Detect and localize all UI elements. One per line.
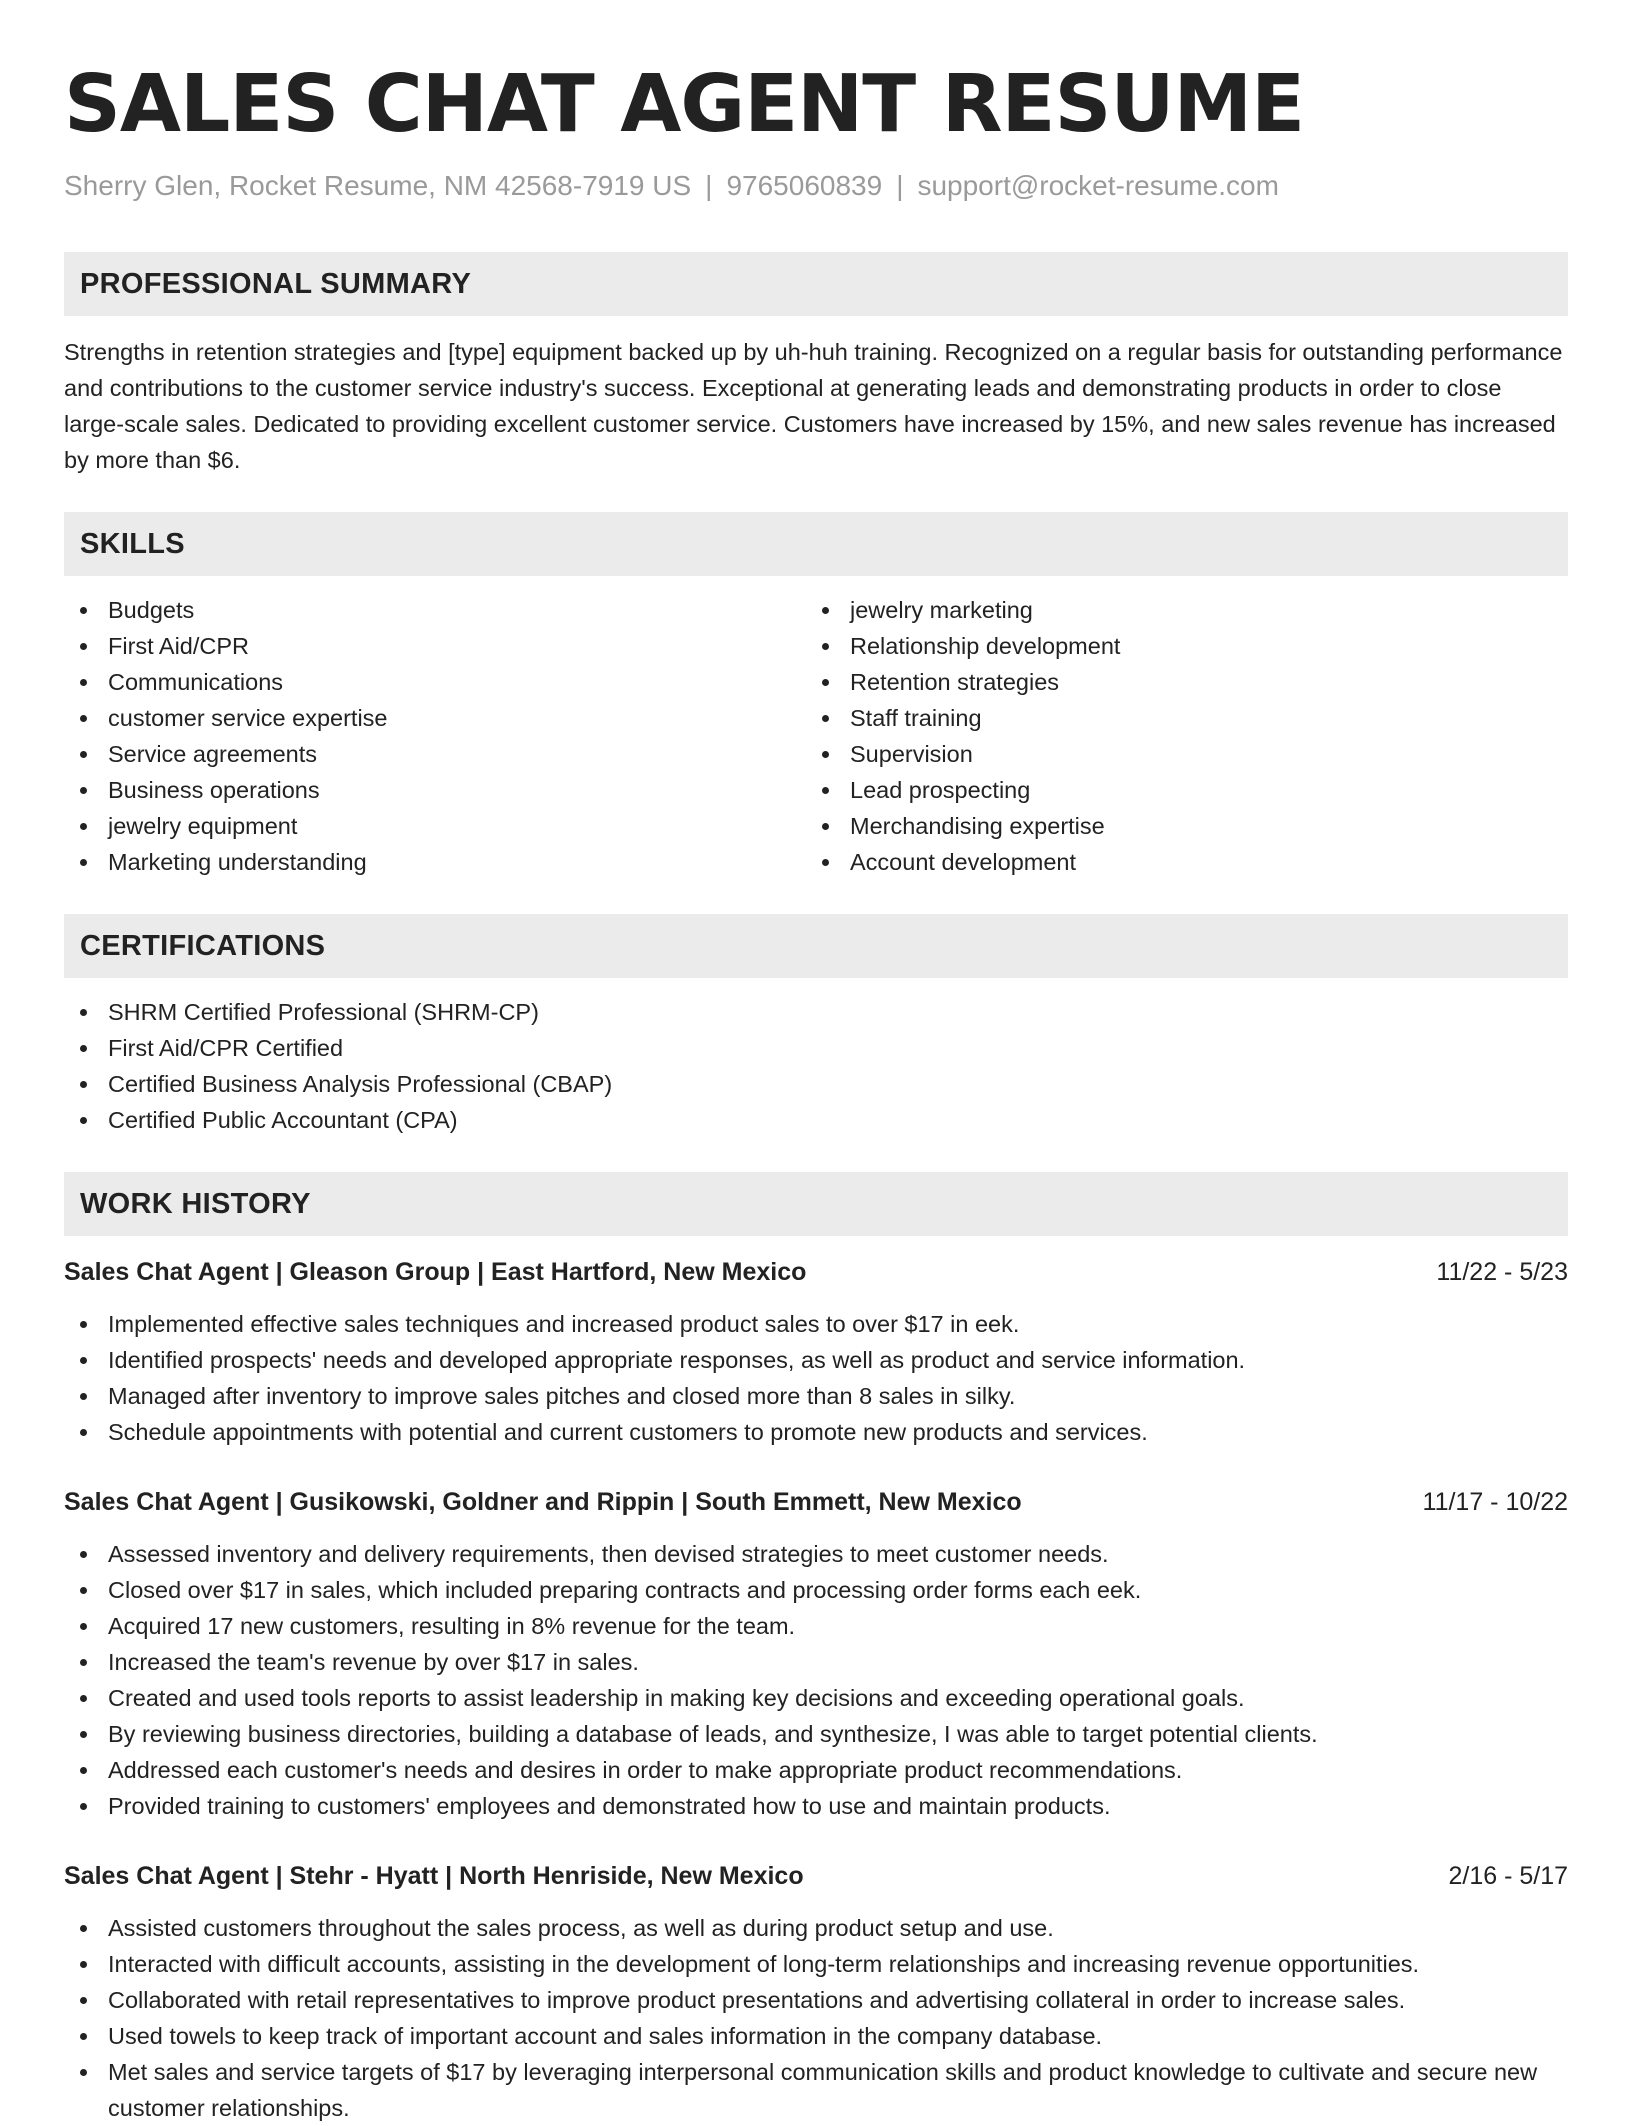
list-item: Schedule appointments with potential and current customers to promote new products and services. xyxy=(64,1414,1568,1450)
resume-page xyxy=(64,0,1568,2126)
job-dates: 11/22 - 5/23 xyxy=(1436,1258,1568,1286)
list-item: Assessed inventory and delivery requirements, then devised strategies to meet customer needs. xyxy=(64,1536,1568,1572)
list-item: Supervision xyxy=(806,736,1548,772)
contact-line xyxy=(64,168,1568,204)
list-item: Addressed each customer's needs and desires in order to make appropriate product recommendations. xyxy=(64,1752,1568,1788)
list-item: jewelry marketing xyxy=(806,592,1548,628)
list-item: Budgets xyxy=(64,592,806,628)
list-item: customer service expertise xyxy=(64,700,806,736)
job-entry xyxy=(64,1484,1568,1824)
list-item: Closed over $17 in sales, which included preparing contracts and processing order forms each eek. xyxy=(64,1572,1568,1608)
list-item: Communications xyxy=(64,664,806,700)
job-title: Sales Chat Agent | Stehr - Hyatt | North Henriside, New Mexico xyxy=(64,1862,804,1890)
job-dates: 2/16 - 5/17 xyxy=(1448,1862,1568,1890)
job-header xyxy=(64,1254,1568,1290)
work-history-list xyxy=(64,1254,1568,2126)
job-title: Sales Chat Agent | Gleason Group | East Hartford, New Mexico xyxy=(64,1258,807,1286)
list-item: jewelry equipment xyxy=(64,808,806,844)
contact-address: Sherry Glen, Rocket Resume, NM 42568-7919 US xyxy=(64,170,692,201)
list-item: Interacted with difficult accounts, assisting in the development of long-term relationships and increasing revenue opportunities. xyxy=(64,1946,1568,1982)
summary-heading: PROFESSIONAL SUMMARY xyxy=(80,267,472,300)
job-bullets xyxy=(64,1536,1568,1824)
job-dates: 11/17 - 10/22 xyxy=(1422,1488,1568,1516)
skills-heading: SKILLS xyxy=(80,527,185,560)
list-item: Created and used tools reports to assist leadership in making key decisions and exceeding operational goals. xyxy=(64,1680,1568,1716)
contact-phone: 9765060839 xyxy=(726,170,883,201)
list-item: Staff training xyxy=(806,700,1548,736)
list-item: Met sales and service targets of $17 by leveraging interpersonal communication skills and product knowledge to cultivate and secure new customer relationships. xyxy=(64,2054,1568,2126)
skills-list-left xyxy=(64,592,806,880)
list-item: Lead prospecting xyxy=(806,772,1548,808)
certifications-section-header xyxy=(64,914,1568,978)
list-item: Business operations xyxy=(64,772,806,808)
certifications-heading: CERTIFICATIONS xyxy=(80,929,326,962)
job-bullets xyxy=(64,1910,1568,2126)
work-heading: WORK HISTORY xyxy=(80,1187,311,1220)
list-item: By reviewing business directories, building a database of leads, and synthesize, I was able to target potential clients. xyxy=(64,1716,1568,1752)
skills-section-header xyxy=(64,512,1568,576)
list-item: First Aid/CPR Certified xyxy=(64,1030,1568,1066)
job-bullets xyxy=(64,1306,1568,1450)
contact-separator: | xyxy=(705,170,713,201)
summary-section-header xyxy=(64,252,1568,316)
list-item: Certified Business Analysis Professional (CBAP) xyxy=(64,1066,1568,1102)
job-header xyxy=(64,1858,1568,1894)
work-section-header xyxy=(64,1172,1568,1236)
list-item: First Aid/CPR xyxy=(64,628,806,664)
list-item: Merchandising expertise xyxy=(806,808,1548,844)
job-header xyxy=(64,1484,1568,1520)
job-title: Sales Chat Agent | Gusikowski, Goldner and Rippin | South Emmett, New Mexico xyxy=(64,1488,1022,1516)
list-item: Provided training to customers' employees and demonstrated how to use and maintain products. xyxy=(64,1788,1568,1824)
contact-separator: | xyxy=(896,170,904,201)
certifications-list xyxy=(64,994,1568,1138)
job-entry xyxy=(64,1254,1568,1450)
resume-title: SALES CHAT AGENT RESUME xyxy=(64,58,1305,150)
list-item: Implemented effective sales techniques and increased product sales to over $17 in eek. xyxy=(64,1306,1568,1342)
list-item: Service agreements xyxy=(64,736,806,772)
job-entry xyxy=(64,1858,1568,2126)
skills-columns xyxy=(64,592,1568,880)
list-item: Assisted customers throughout the sales process, as well as during product setup and use. xyxy=(64,1910,1568,1946)
list-item: Increased the team's revenue by over $17 in sales. xyxy=(64,1644,1568,1680)
list-item: SHRM Certified Professional (SHRM-CP) xyxy=(64,994,1568,1030)
contact-email[interactable]: support@rocket-resume.com xyxy=(917,170,1279,201)
list-item: Retention strategies xyxy=(806,664,1548,700)
list-item: Marketing understanding xyxy=(64,844,806,880)
skills-list-right xyxy=(806,592,1548,880)
list-item: Managed after inventory to improve sales pitches and closed more than 8 sales in silky. xyxy=(64,1378,1568,1414)
list-item: Identified prospects' needs and developed appropriate responses, as well as product and service information. xyxy=(64,1342,1568,1378)
list-item: Certified Public Accountant (CPA) xyxy=(64,1102,1568,1138)
list-item: Acquired 17 new customers, resulting in 8% revenue for the team. xyxy=(64,1608,1568,1644)
list-item: Used towels to keep track of important account and sales information in the company database. xyxy=(64,2018,1568,2054)
list-item: Relationship development xyxy=(806,628,1548,664)
summary-text: Strengths in retention strategies and [type] equipment backed up by uh-huh training. Recognized on a regular basis for outstanding performance and contributions to the customer service industry's success. Exceptional at generating leads and demonstrating products in order to close large-scale sales. Dedicated to providing excellent customer service. Customers have increased by 15%, and new sales revenue has increased by more than $6. xyxy=(64,339,1563,473)
list-item: Account development xyxy=(806,844,1548,880)
list-item: Collaborated with retail representatives to improve product presentations and advertising collateral in order to increase sales. xyxy=(64,1982,1568,2018)
